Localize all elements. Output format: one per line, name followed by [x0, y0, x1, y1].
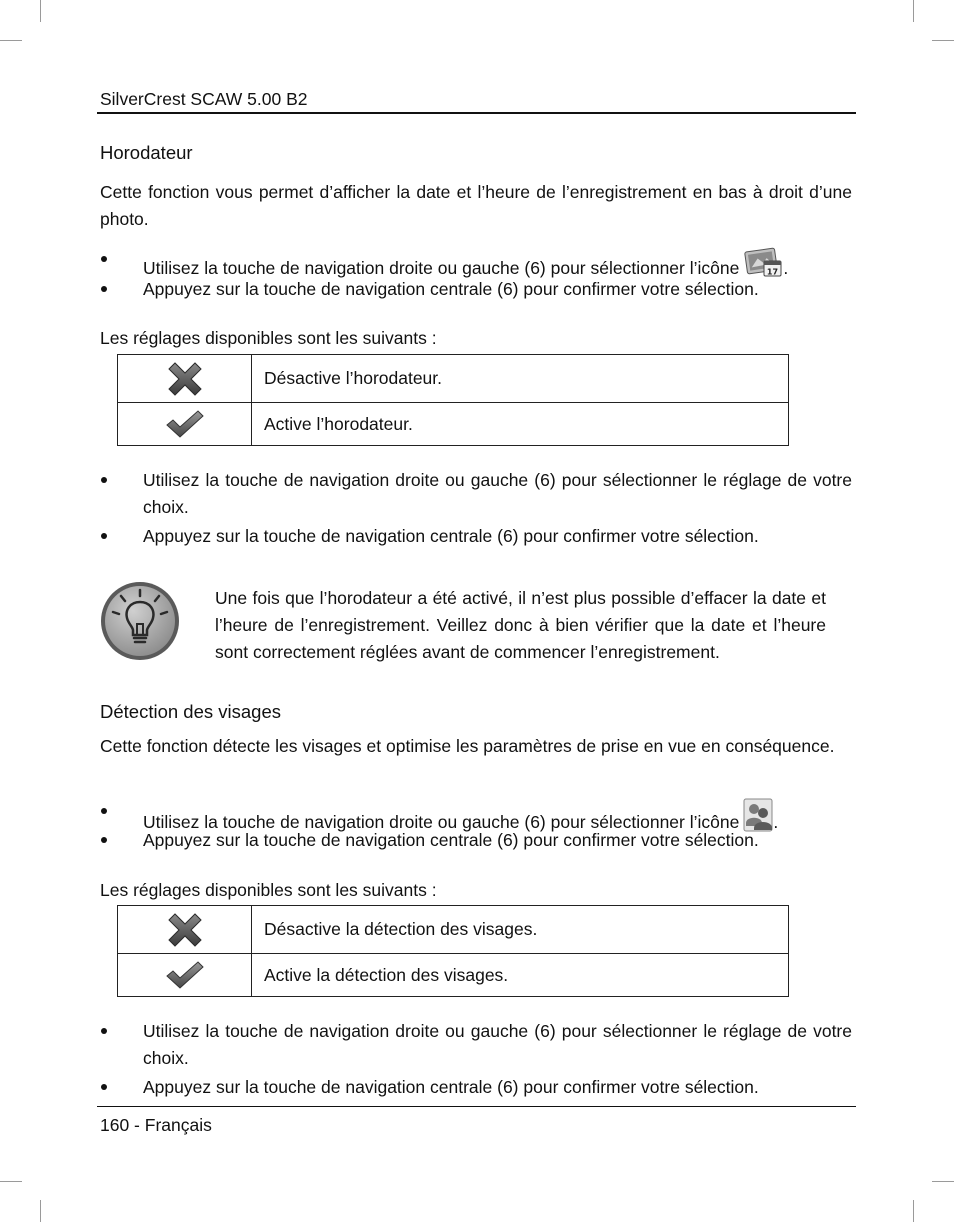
cross-icon [165, 912, 205, 948]
table-row [118, 906, 789, 954]
table-row [118, 954, 789, 997]
setting-icon-cell [118, 906, 252, 954]
crop-mark [913, 0, 914, 22]
settings-table [117, 905, 789, 997]
table-row [118, 355, 789, 403]
setting-icon-cell [118, 355, 252, 403]
bullet-suffix: . [773, 812, 779, 832]
settings-table [117, 354, 789, 446]
setting-icon-cell [118, 954, 252, 997]
list-item-text: Appuyez sur la touche de navigation centrale (6) pour confirmer votre sélection. [143, 1077, 759, 1097]
list-item-text: Utilisez la touche de navigation droite ou gauche (6) pour sélectionner le réglage de votre choix. [143, 470, 852, 517]
list-item-text: Utilisez la touche de navigation droite ou gauche (6) pour sélectionner l’icône [143, 258, 740, 278]
header-rule [97, 112, 856, 114]
list-item-text: Appuyez sur la touche de navigation centrale (6) pour confirmer votre sélection. [143, 526, 759, 546]
section-heading-detection-visages: Détection des visages [100, 701, 281, 722]
list-item-text: Appuyez sur la touche de navigation centrale (6) pour confirmer votre sélection. [143, 279, 759, 299]
running-header: SilverCrest SCAW 5.00 B2 [100, 89, 308, 109]
setting-icon-cell [118, 403, 252, 446]
crop-mark [932, 40, 954, 41]
list-item-text: Appuyez sur la touche de navigation centrale (6) pour confirmer votre sélection. [143, 830, 759, 850]
crop-mark [932, 1181, 954, 1182]
setting-label: Active l’horodateur. [252, 403, 789, 446]
lightbulb-icon [99, 580, 181, 662]
setting-label: Désactive la détection des visages. [252, 906, 789, 954]
footer-rule [97, 1106, 856, 1107]
page-number: 160 - Français [100, 1115, 212, 1135]
cross-icon [165, 361, 205, 397]
list-item-text: Utilisez la touche de navigation droite ou gauche (6) pour sélectionner l’icône [143, 812, 740, 832]
settings-intro: Les réglages disponibles sont les suivants : [100, 328, 437, 348]
check-icon [165, 409, 205, 439]
crop-mark [913, 1200, 914, 1222]
setting-label: Active la détection des visages. [252, 954, 789, 997]
date-stamp-icon-number: 17 [767, 267, 779, 277]
check-icon [165, 960, 205, 990]
settings-intro: Les réglages disponibles sont les suivants : [100, 880, 437, 900]
section-heading-horodateur: Horodateur [100, 142, 193, 163]
bullet-suffix: . [783, 258, 789, 278]
crop-mark [0, 40, 22, 41]
crop-mark [0, 1181, 22, 1182]
list-item-text: Utilisez la touche de navigation droite ou gauche (6) pour sélectionner le réglage de votre choix. [143, 1021, 852, 1068]
table-row [118, 403, 789, 446]
crop-mark [40, 0, 41, 22]
setting-label: Désactive l’horodateur. [252, 355, 789, 403]
section-intro: Cette fonction détecte les visages et optimise les paramètres de prise en vue en conséquence. [100, 736, 835, 756]
tip-note: Une fois que l’horodateur a été activé, il n’est plus possible d’effacer la date et l’heure de l’enregistrement. Veillez donc à bien vérifier que la date et l’heure sont correctement réglées avant de commencer l’enregistrement. [215, 588, 826, 662]
section-intro: Cette fonction vous permet d’afficher la date et l’heure de l’enregistrement en bas à droit d’une photo. [100, 182, 852, 229]
crop-mark [40, 1200, 41, 1222]
